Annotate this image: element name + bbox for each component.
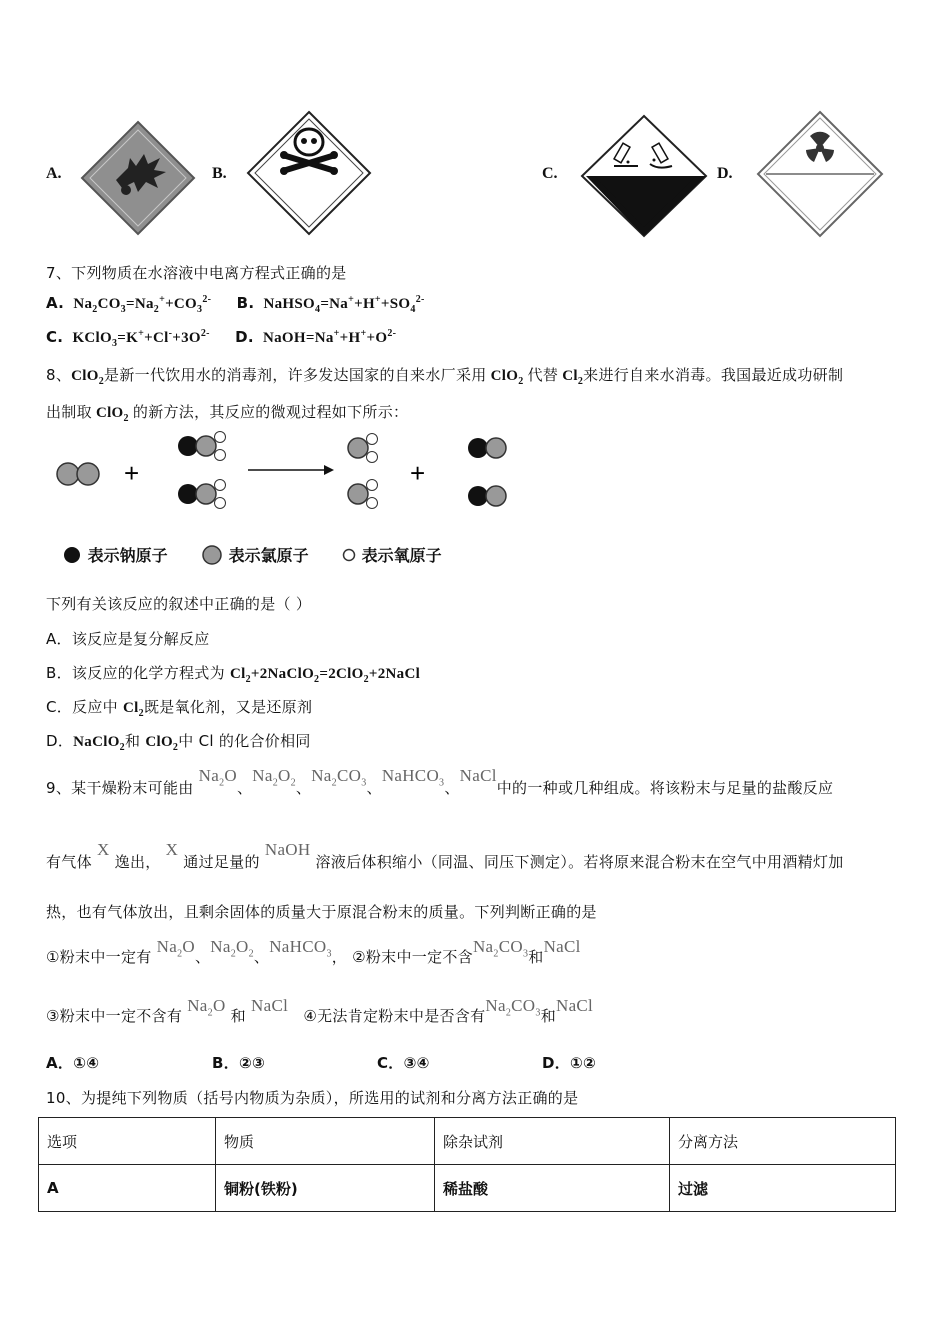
q8-option-a[interactable]: A．该反应是复分解反应 <box>46 630 210 648</box>
sodium-atom-icon <box>62 546 82 564</box>
table-row <box>39 1165 896 1212</box>
q10-table <box>38 1117 896 1212</box>
q8-stem-line1: 8、ClO$_2$是新一代饮用水的消毒剂，许多发达国家的自来水厂采用 ClO$_2$ 代替 $Cl_2$来进行自来水消毒。我国最近成功研制 <box>46 366 844 387</box>
q7-d-equation: $NaOH=Na^++H^++O^{2-}$ <box>258 328 397 346</box>
table-header-cell: 选项 <box>39 1118 216 1165</box>
q9-line2: 有气体 X 逸出， X 通过足量的 NaOH 溶液后体积缩小（同温、同压下测定）。若将原来混合粉末在空气中用酒精灯加 <box>46 840 844 871</box>
q8-option-c[interactable]: C．反应中 $Cl_2$既是氧化剂，又是还原剂 <box>46 698 313 719</box>
table-cell: 铜粉(铁粉) <box>216 1165 435 1212</box>
cl-atom <box>77 463 99 485</box>
q9-statements-12: ①粉末中一定有 $Na_2O$、$Na_2O_2$、NaHCO$_3$， ②粉末中一定不含$Na_2CO_3$和NaCl <box>46 937 581 966</box>
q9-line1: 9、某干燥粉末可能由 $Na_2O$、$Na_2O_2$、$Na_2CO_3$、NaHCO$_3$、NaCl中的一种或几种组成。将该粉末与足量的盐酸反应 <box>46 766 834 797</box>
q9-choice-d[interactable]: D．①② <box>542 1054 597 1072</box>
svg-text:+: + <box>410 458 426 488</box>
q6-option-d-label[interactable]: D. <box>717 165 733 182</box>
table-cell[interactable]: A <box>39 1165 216 1212</box>
q8-legend <box>62 543 442 566</box>
svg-text:+: + <box>124 458 140 488</box>
q7-d-label[interactable]: D. <box>235 328 254 346</box>
explosive-hazard-icon <box>78 118 198 238</box>
table-cell: 过滤 <box>670 1165 896 1212</box>
q8-option-d[interactable]: D．NaClO$_2$和 ClO$_2$中 Cl 的化合价相同 <box>46 732 311 753</box>
table-header-row <box>39 1118 896 1165</box>
q9-line3: 热，也有气体放出，且剩余固体的质量大于原混合粉末的质量。下列判断正确的是 <box>46 903 597 921</box>
q7-b-equation: $NaHSO_4=Na^++H^++SO_4^{2-}$ <box>259 294 425 315</box>
cl-atom <box>57 463 79 485</box>
q9-choice-a[interactable]: A．①④ <box>46 1054 100 1072</box>
legend-na: 表示钠原子 <box>87 546 168 565</box>
q7-b-label[interactable]: B. <box>236 294 255 312</box>
corrosive-hazard-icon <box>578 112 710 240</box>
q6-option-a-label[interactable]: A. <box>46 165 62 182</box>
q9-choice-b[interactable]: B．②③ <box>212 1054 266 1072</box>
toxic-skull-hazard-icon <box>244 108 374 238</box>
chlorine-atom-icon <box>201 545 223 565</box>
legend-o: 表示氧原子 <box>361 546 442 565</box>
q6-option-c-label[interactable]: C. <box>542 165 558 182</box>
radioactive-hazard-icon <box>754 108 886 240</box>
q7-c-equation: $KClO_3=K^++Cl^-+3O^{2-}$ <box>68 328 210 349</box>
q7-a-equation: $Na_2CO_3=Na_2^++CO_3^{2-}$ <box>69 294 212 315</box>
reaction-micro-diagram <box>50 428 520 528</box>
table-header-cell: 物质 <box>216 1118 435 1165</box>
q10-stem: 10、为提纯下列物质（括号内物质为杂质），所选用的试剂和分离方法正确的是 <box>46 1089 579 1107</box>
legend-cl: 表示氯原子 <box>228 546 309 565</box>
q8-option-b[interactable]: B．该反应的化学方程式为 $Cl_2+2NaClO_2=2ClO_2+2NaCl$ <box>46 664 421 685</box>
q8-question: 下列有关该反应的叙述中正确的是（ ） <box>46 595 312 613</box>
q9-statements-34: ③粉末中一定不含有 $Na_2O$ 和 NaCl ④无法肯定粉末中是否含有$Na_2CO_3$和NaCl <box>46 996 594 1025</box>
q7-a-label[interactable]: A. <box>46 294 65 312</box>
q7-options-cd <box>46 328 396 349</box>
q7-c-label[interactable]: C. <box>46 328 64 346</box>
q7-stem: 7、下列物质在水溶液中电离方程式正确的是 <box>46 264 347 282</box>
q6-option-b-label[interactable]: B. <box>212 165 227 182</box>
q9-choice-c[interactable]: C．③④ <box>377 1054 430 1072</box>
table-cell: 稀盐酸 <box>435 1165 670 1212</box>
table-header-cell: 分离方法 <box>670 1118 896 1165</box>
table-header-cell: 除杂试剂 <box>435 1118 670 1165</box>
oxygen-atom-icon <box>342 548 356 562</box>
q8-stem-line2: 出制取 ClO$_2$ 的新方法，其反应的微观过程如下所示： <box>46 403 409 424</box>
q7-options-ab <box>46 294 425 315</box>
